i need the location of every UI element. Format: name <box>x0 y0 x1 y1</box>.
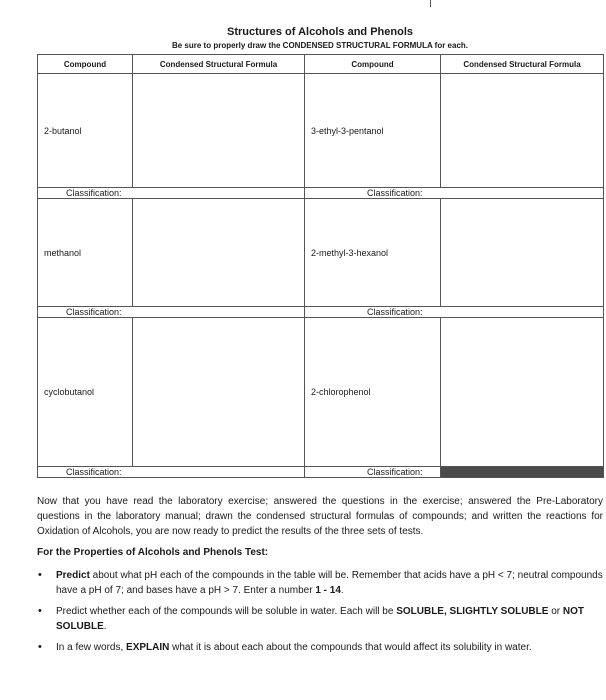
table-row <box>38 74 604 188</box>
table-row <box>38 199 604 307</box>
emphasis-predict: Predict <box>56 570 90 581</box>
classification-row <box>38 467 604 478</box>
formula-entry-cell[interactable] <box>441 74 604 188</box>
page-title: Structures of Alcohols and Phenols <box>226 26 413 38</box>
shaded-cell <box>441 467 604 478</box>
classification-cell[interactable]: Classification: <box>305 188 604 199</box>
emphasis-explain: EXPLAIN <box>126 642 170 653</box>
compound-cell: cyclobutanol <box>38 318 133 467</box>
page-edge-mark <box>430 0 431 7</box>
compound-cell: methanol <box>38 199 133 307</box>
list-item-text: . <box>340 585 344 596</box>
table-row <box>38 318 604 467</box>
page-subtitle: Be sure to properly draw the CONDENSED STRUCTURAL FORMULA for each. <box>171 41 469 50</box>
bullet-icon: • <box>38 641 42 653</box>
classification-cell[interactable]: Classification: <box>305 307 604 318</box>
list-item-text: . <box>103 621 107 632</box>
formula-entry-cell[interactable] <box>133 74 305 188</box>
list-item-text: what it is about each about the compounds that would affect its solubility in water. <box>169 642 532 653</box>
formula-entry-cell[interactable] <box>441 318 604 467</box>
emphasis-solubility: SOLUBLE, SLIGHTLY SOLUBLE <box>396 606 549 617</box>
header-compound-left: Compound <box>38 55 133 74</box>
compound-cell: 3-ethyl-3-pentanol <box>305 74 441 188</box>
formula-entry-cell[interactable] <box>441 199 604 307</box>
classification-row <box>38 188 604 199</box>
bullet-icon: • <box>38 605 42 617</box>
structures-table <box>37 54 604 478</box>
compound-cell: 2-chlorophenol <box>305 318 441 467</box>
classification-cell[interactable]: Classification: <box>38 307 305 318</box>
intro-paragraph: Now that you have read the laboratory exercise; answered the questions in the exercise; answered the Pre-Laboratory questions in the laboratory manual; drawn the condensed structural formulas of compounds; and written the reactions for Oxidation of Alcohols, you are now ready to predict the results of the three sets of tests. <box>37 496 603 537</box>
classification-cell[interactable]: Classification: <box>38 467 305 478</box>
formula-entry-cell[interactable] <box>133 199 305 307</box>
section-heading: For the Properties of Alcohols and Phenols Test: <box>37 547 269 558</box>
classification-cell[interactable]: Classification: <box>305 467 441 478</box>
header-formula-right: Condensed Structural Formula <box>441 55 604 74</box>
table-header-row <box>38 55 604 74</box>
classification-cell[interactable]: Classification: <box>38 188 305 199</box>
list-item-text: about what pH each of the compounds in the table will be. Remember that acids have a pH < 7; neutral compounds have a pH of 7; and bases have a pH > 7. Enter a number <box>56 570 603 596</box>
list-item-text: or <box>548 606 563 617</box>
header-compound-right: Compound <box>305 55 441 74</box>
list-item <box>37 568 603 598</box>
list-item-text: In a few words, <box>56 642 127 653</box>
emphasis-range: 1 - 14 <box>315 585 341 596</box>
emphasis-not-soluble: NOT SOLUBLE <box>56 606 584 632</box>
list-item <box>37 604 603 634</box>
compound-cell: 2-butanol <box>38 74 133 188</box>
list-item-text: Predict whether each of the compounds will be soluble in water. Each will be <box>56 606 397 617</box>
header-formula-left: Condensed Structural Formula <box>133 55 305 74</box>
compound-cell: 2-methyl-3-hexanol <box>305 199 441 307</box>
formula-entry-cell[interactable] <box>133 318 305 467</box>
instruction-list <box>37 568 603 661</box>
bullet-icon: • <box>38 569 42 581</box>
classification-row <box>38 307 604 318</box>
list-item <box>37 640 603 655</box>
